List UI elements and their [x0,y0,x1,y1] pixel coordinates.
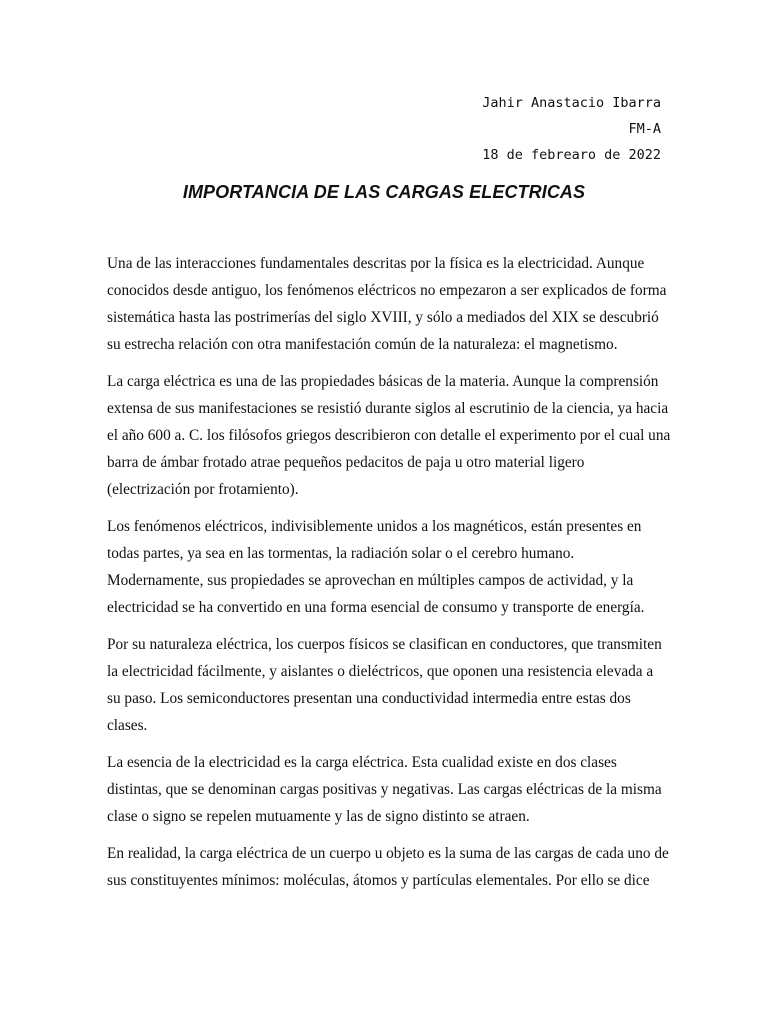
paragraph-line: barra de ámbar frotado atrae pequeños pedacitos de paja u otro material ligero [107,454,585,471]
paragraph-line: (electrización por frotamiento). [107,481,299,498]
paragraph [107,840,669,894]
paragraph-line: La carga eléctrica es una de las propiedades básicas de la materia. Aunque la comprensión [107,373,659,390]
document-header [482,90,661,168]
author-name: Jahir Anastacio Ibarra [482,95,661,111]
group-code: FM-A [628,121,661,137]
paragraph-line: Modernamente, sus propiedades se aprovechan en múltiples campos de actividad, y la [107,572,634,589]
paragraph [107,250,667,358]
paragraph-line: el año 600 a. C. los filósofos griegos describieron con detalle el experimento por el cual una [107,427,671,444]
paragraph-line: la electricidad fácilmente, y aislantes o dieléctricos, que oponen una resistencia elevada a [107,663,654,680]
paragraph-line: electricidad se ha convertido en una forma esencial de consumo y transporte de energía. [107,599,645,616]
paragraph-line: distintas, que se denominan cargas positivas y negativas. Las cargas eléctricas de la misma [107,781,662,798]
paragraph-line: extensa de sus manifestaciones se resistió durante siglos al escrutinio de la ciencia, ya hacia [107,400,669,417]
paragraph-line: sus constituyentes mínimos: moléculas, átomos y partículas elementales. Por ello se dice [107,872,650,889]
paragraph-line: conocidos desde antiguo, los fenómenos eléctricos no empezaron a ser explicados de forma [107,282,667,299]
paragraph-line: clase o signo se repelen mutuamente y las de signo distinto se atraen. [107,808,530,825]
paragraph [107,749,663,830]
paragraph [107,631,663,739]
paragraph-line: En realidad, la carga eléctrica de un cuerpo u objeto es la suma de las cargas de cada uno de [107,845,669,862]
paragraph-line: su estrecha relación con otra manifestación común de la naturaleza: el magnetismo. [107,336,618,353]
paragraph-line: Por su naturaleza eléctrica, los cuerpos físicos se clasifican en conductores, que transmiten [107,636,662,653]
document-date: 18 de febrearo de 2022 [482,147,661,163]
paragraph-line: clases. [107,717,148,734]
paragraph-line: todas partes, ya sea en las tormentas, la radiación solar o el cerebro humano. [107,545,575,562]
paragraph-line: Una de las interacciones fundamentales descritas por la física es la electricidad. Aunque [107,255,645,272]
paragraph [107,513,663,621]
paragraph-line: Los fenómenos eléctricos, indivisiblemente unidos a los magnéticos, están presentes en [107,518,642,535]
paragraph [107,368,671,503]
paragraph-line: sistemática hasta las postrimerías del siglo XVIII, y sólo a mediados del XIX se descubrió [107,309,659,326]
document-title: IMPORTANCIA DE LAS CARGAS ELECTRICAS [182,182,586,202]
paragraph-line: su paso. Los semiconductores presentan una conductividad intermedia entre estas dos [107,690,631,707]
document-body [107,250,671,904]
paragraph-line: La esencia de la electricidad es la carga eléctrica. Esta cualidad existe en dos clases [107,754,617,771]
